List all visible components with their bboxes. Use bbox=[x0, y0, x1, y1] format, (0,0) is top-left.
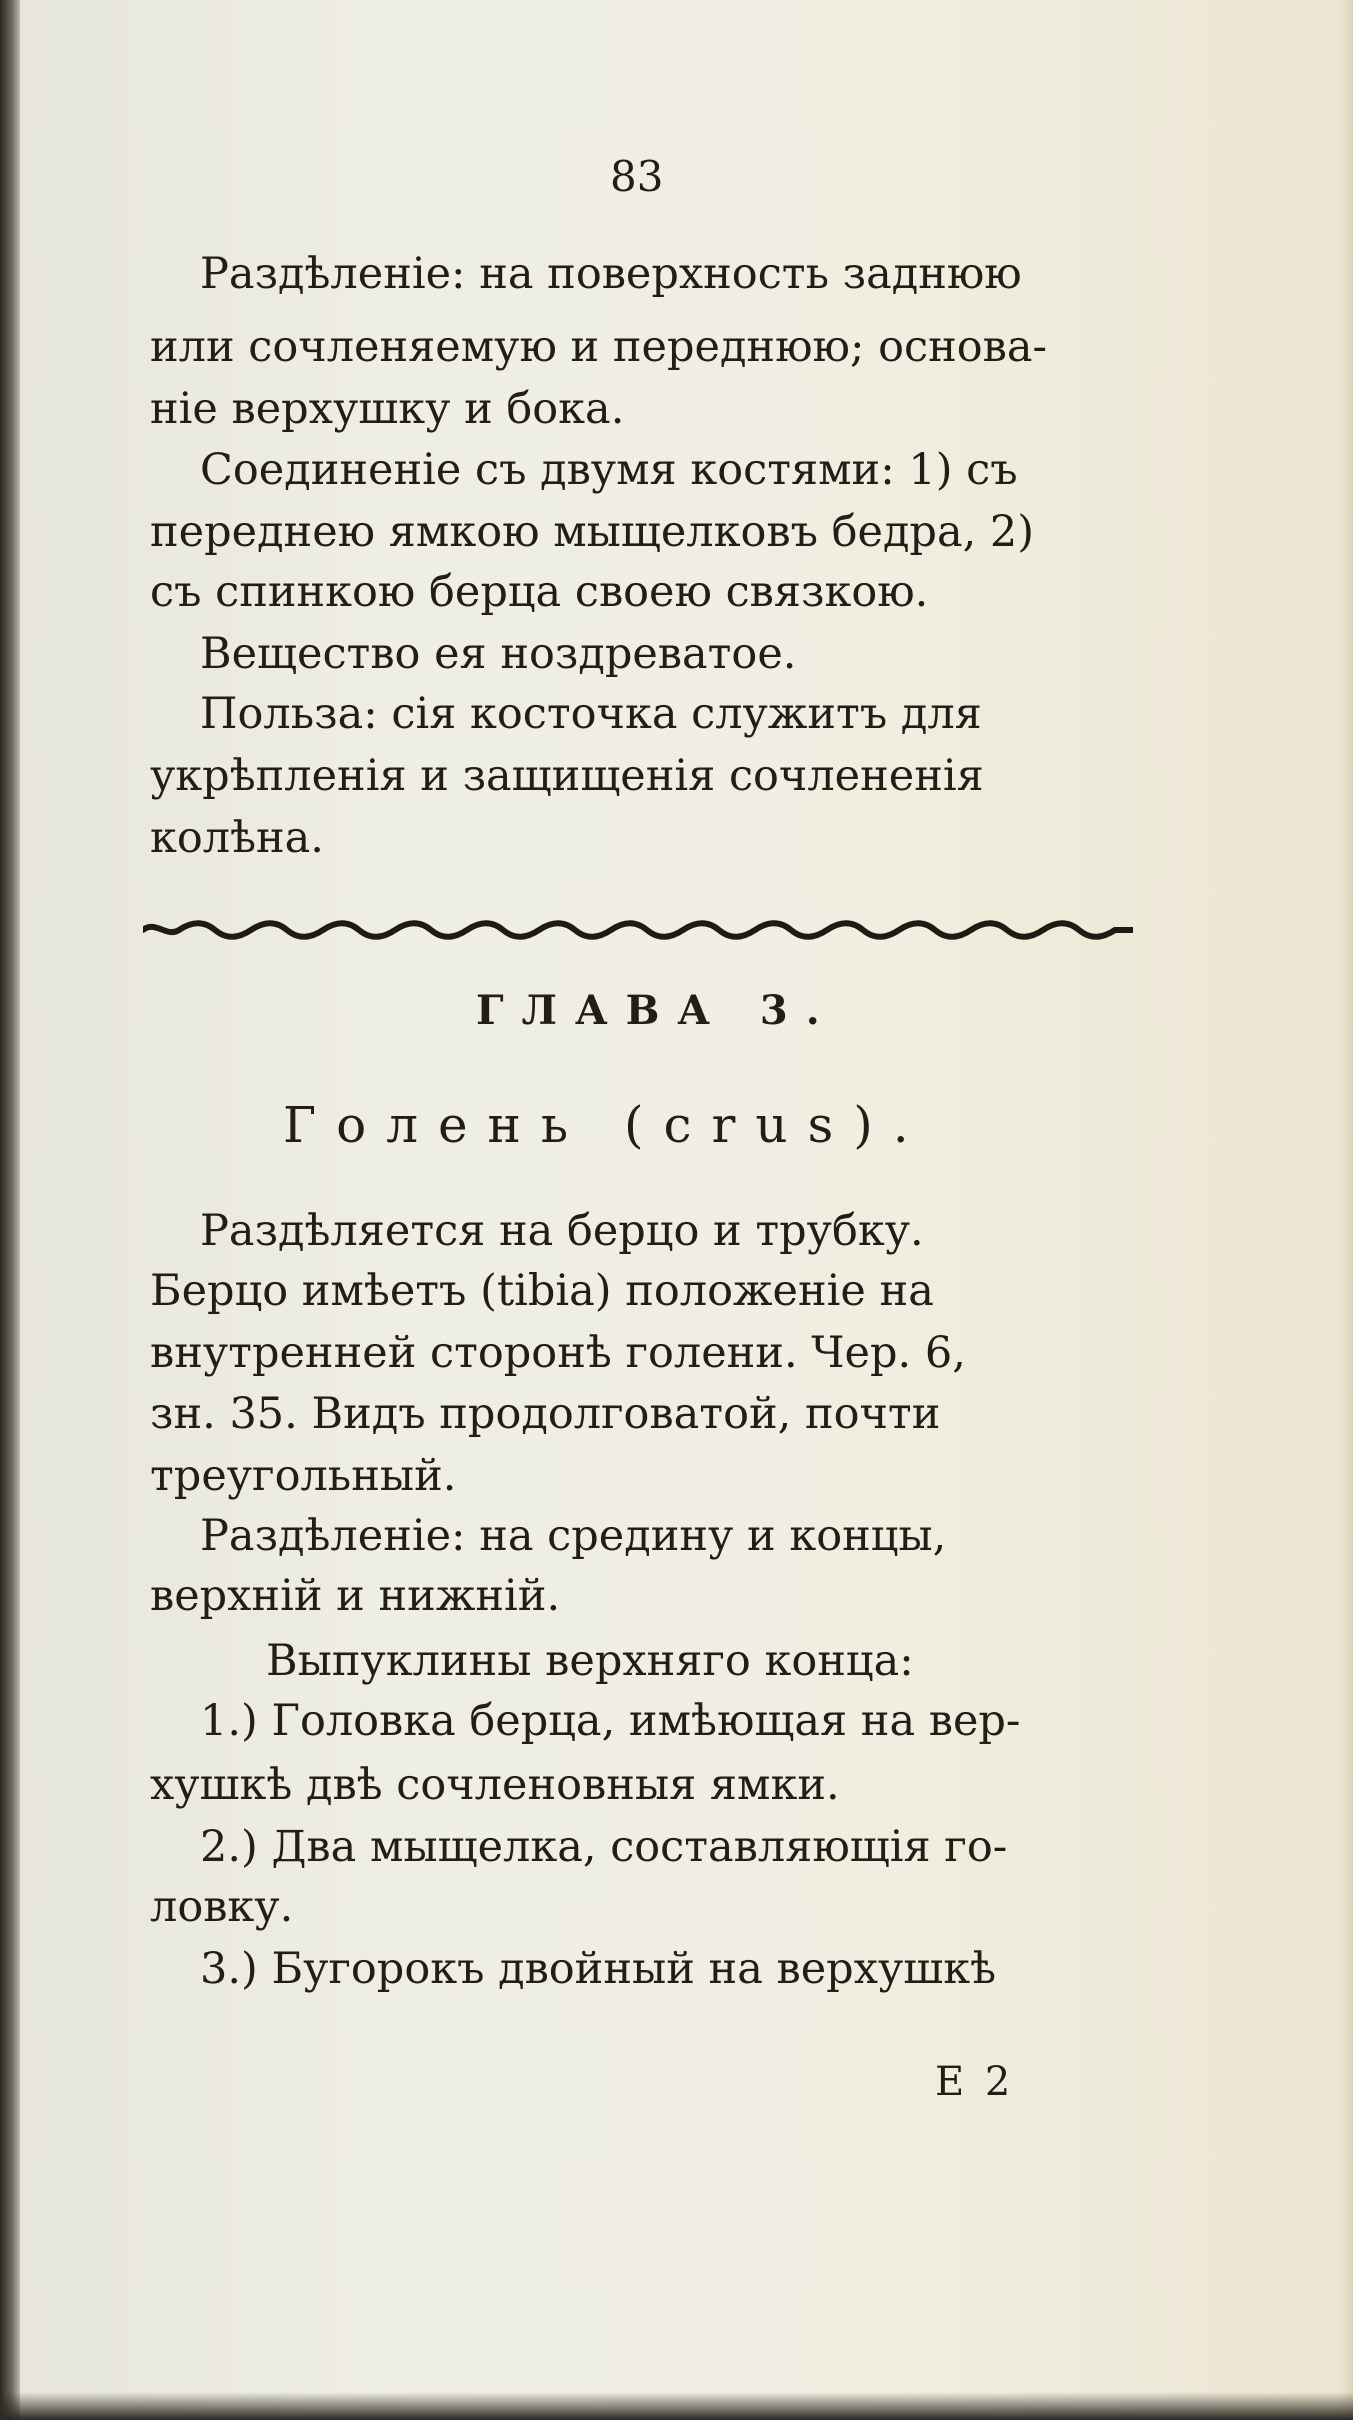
page-bottom-edge bbox=[0, 2392, 1353, 2420]
page-number: 83 bbox=[610, 152, 664, 201]
chapter-title: Голень (crus). bbox=[283, 1096, 929, 1154]
list-item: 2.) Два мыщелка, составляющія го- bbox=[200, 1822, 1008, 1872]
text-line: Вещество ея ноздреватое. bbox=[200, 629, 797, 679]
text-line: Раздѣленіе: на поверхность заднюю bbox=[200, 249, 1022, 299]
text-line: внутренней сторонѣ голени. Чер. 6, bbox=[150, 1328, 966, 1378]
text-line: съ спинкою берца своею связкою. bbox=[150, 567, 929, 617]
signature-mark: Е 2 bbox=[935, 2059, 1015, 2105]
text-line: переднею ямкою мыщелковъ бедра, 2) bbox=[150, 507, 1035, 557]
text-line: Польза: сія косточка служитъ для bbox=[200, 689, 982, 739]
text-line: Соединеніе съ двумя костями: 1) съ bbox=[200, 445, 1018, 495]
ornamental-divider bbox=[143, 918, 1133, 940]
text-line: укрѣпленія и защищенія сочлененія bbox=[150, 751, 984, 801]
list-item: 3.) Бугорокъ двойный на верхушкѣ bbox=[200, 1944, 997, 1994]
text-line: Раздѣляется на берцо и трубку. bbox=[200, 1206, 924, 1256]
text-line: Раздѣленіе: на средину и концы, bbox=[200, 1511, 947, 1561]
text-line: верхній и нижній. bbox=[150, 1571, 561, 1621]
text-line: ніе верхушку и бока. bbox=[150, 384, 625, 434]
text-line: или сочленяемую и переднюю; основа- bbox=[150, 322, 1048, 372]
list-item: 1.) Головка берца, имѣющая на вер- bbox=[200, 1696, 1021, 1746]
list-item: хушкѣ двѣ сочленовныя ямки. bbox=[150, 1760, 840, 1810]
text-line: зн. 35. Видъ продолговатой, почти bbox=[150, 1389, 941, 1439]
book-spine-shadow bbox=[0, 0, 20, 2420]
list-heading: Выпуклины верхняго конца: bbox=[266, 1636, 914, 1686]
text-line: Берцо имѣетъ (tibia) положеніе на bbox=[150, 1266, 934, 1316]
text-line: треугольный. bbox=[150, 1451, 457, 1501]
text-line: колѣна. bbox=[150, 813, 324, 863]
page-edge bbox=[1339, 0, 1353, 2420]
chapter-heading: ГЛАВА 3. bbox=[476, 987, 838, 1034]
list-item: ловку. bbox=[150, 1882, 294, 1932]
